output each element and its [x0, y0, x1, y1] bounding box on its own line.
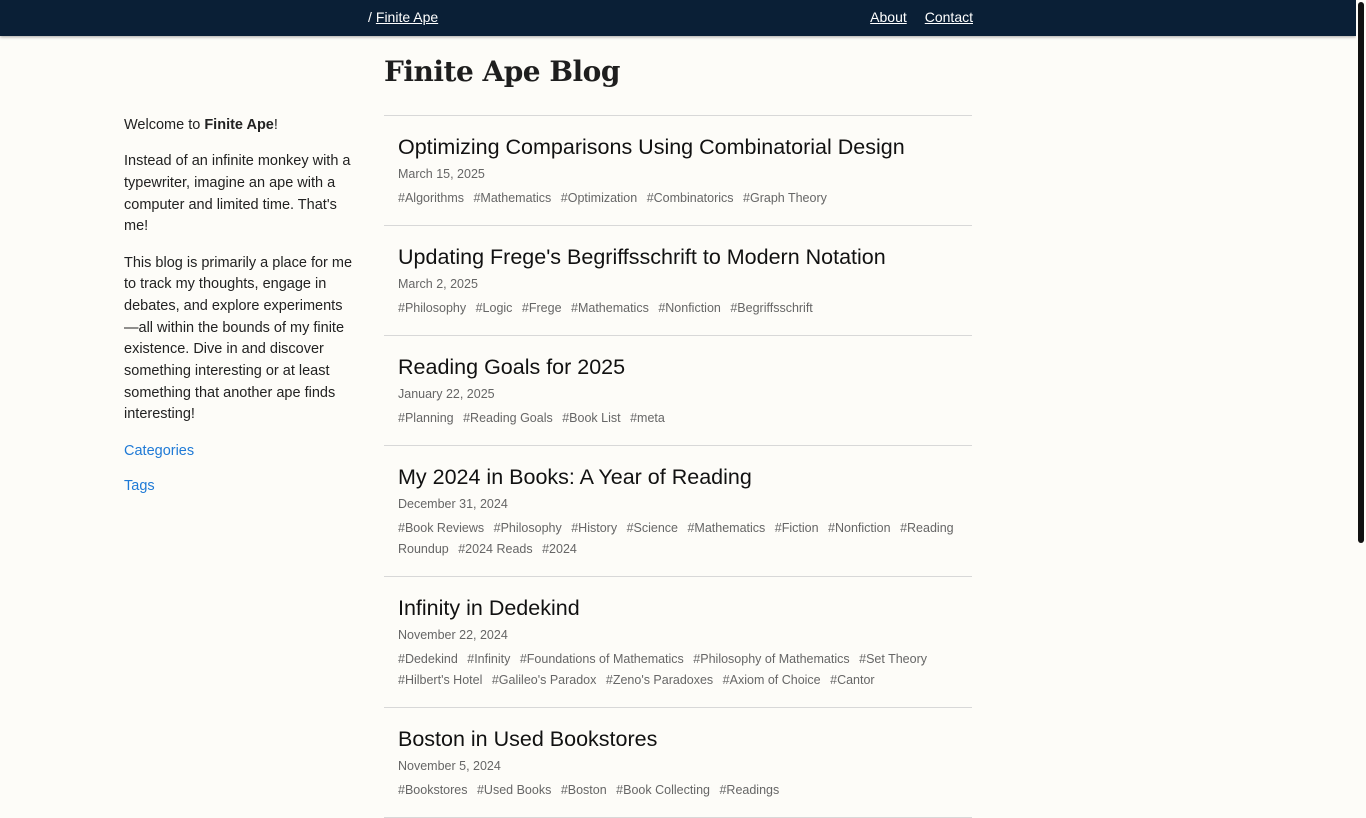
post-title-link[interactable]: Infinity in Dedekind	[398, 596, 580, 620]
post-title-link[interactable]: My 2024 in Books: A Year of Reading	[398, 465, 752, 489]
tag-link[interactable]: #Fiction	[774, 521, 819, 535]
about-link[interactable]: About	[870, 9, 907, 25]
tag-link[interactable]: #Mathematics	[687, 521, 766, 535]
tags-link[interactable]: Tags	[124, 478, 155, 495]
breadcrumb	[368, 9, 438, 25]
welcome-suffix: !	[273, 117, 278, 133]
post-tags	[398, 188, 958, 209]
tag-link[interactable]: #Book Collecting	[616, 783, 710, 797]
tag-link[interactable]: #Axiom of Choice	[722, 673, 821, 687]
breadcrumb-separator: /	[368, 9, 372, 25]
tag-link[interactable]: #Planning	[398, 411, 454, 425]
tag-link[interactable]: #Foundations of Mathematics	[519, 652, 684, 666]
categories-link[interactable]: Categories	[124, 442, 195, 459]
tag-link[interactable]: #Science	[626, 521, 678, 535]
post-item	[384, 226, 972, 336]
post-item	[384, 116, 972, 226]
about-text: This blog is primarily a place for me to track my thoughts, engage in debates, and explore experiments—all within the bounds of my finite existence. Dive in and discover something interesting or at least something that another ape finds interesting!	[124, 254, 353, 423]
post-tags	[398, 649, 958, 691]
tag-link[interactable]: #Philosophy	[493, 521, 562, 535]
tag-link[interactable]: #Optimization	[560, 191, 638, 205]
post-tags	[398, 298, 958, 319]
post-item	[384, 708, 972, 818]
post-list	[384, 115, 972, 818]
intro-text: Instead of an infinite monkey with a typewriter, imagine an ape with a computer and limited time. That's me!	[124, 153, 351, 235]
tag-link[interactable]: #Infinity	[467, 652, 511, 666]
post-item	[384, 336, 972, 446]
tag-link[interactable]: #Nonfiction	[658, 301, 721, 315]
tag-link[interactable]: #2024 Reads	[458, 542, 533, 556]
scrollbar-thumb[interactable]	[1358, 2, 1364, 543]
tag-link[interactable]: #Nonfiction	[828, 521, 891, 535]
tag-link[interactable]: #Reading Goals	[463, 411, 553, 425]
top-nav-bar	[0, 0, 1356, 36]
welcome-site-name: Finite Ape	[204, 117, 274, 133]
welcome-prefix: Welcome to	[124, 117, 205, 133]
tag-link[interactable]: #Philosophy	[398, 301, 467, 315]
tag-link[interactable]: #Logic	[475, 301, 513, 315]
tag-link[interactable]: #Bookstores	[398, 783, 468, 797]
scrollbar[interactable]	[1356, 0, 1366, 768]
post-item	[384, 577, 972, 708]
post-date: March 2, 2025	[398, 277, 478, 291]
tag-link[interactable]: #Reading Roundup	[398, 521, 954, 556]
tag-link[interactable]: #Set Theory	[859, 652, 927, 666]
tag-link[interactable]: #Mathematics	[571, 301, 649, 315]
post-date: December 31, 2024	[398, 497, 508, 511]
tag-link[interactable]: #Boston	[560, 783, 607, 797]
tag-link[interactable]: #Philosophy of Mathematics	[693, 652, 850, 666]
tag-link[interactable]: #Mathematics	[473, 191, 552, 205]
post-date: March 15, 2025	[398, 167, 485, 181]
post-date: November 5, 2024	[398, 759, 501, 773]
tag-link[interactable]: #Combinatorics	[646, 191, 734, 205]
post-tags	[398, 780, 958, 801]
post-tags	[398, 408, 958, 429]
top-nav-links	[852, 9, 973, 25]
tag-link[interactable]: #Cantor	[830, 673, 875, 687]
contact-link[interactable]: Contact	[924, 9, 973, 25]
sidebar	[124, 115, 356, 512]
tag-link[interactable]: #Zeno's Paradoxes	[605, 673, 714, 687]
main-content	[384, 52, 972, 818]
tag-link[interactable]: #meta	[630, 411, 665, 425]
tag-link[interactable]: #Algorithms	[398, 191, 464, 205]
post-date: November 22, 2024	[398, 628, 508, 642]
welcome-text	[124, 115, 356, 137]
post-date: January 22, 2025	[398, 387, 495, 401]
tag-link[interactable]: #History	[571, 521, 618, 535]
tag-link[interactable]: #Hilbert's Hotel	[398, 673, 483, 687]
tag-link[interactable]: #Graph Theory	[743, 191, 827, 205]
tag-link[interactable]: #Used Books	[476, 783, 552, 797]
tag-link[interactable]: #2024	[542, 542, 577, 556]
post-tags	[398, 518, 958, 560]
tag-link[interactable]: #Galileo's Paradox	[491, 673, 597, 687]
tag-link[interactable]: #Dedekind	[398, 652, 458, 666]
tag-link[interactable]: #Frege	[521, 301, 562, 315]
tag-link[interactable]: #Book List	[562, 411, 621, 425]
post-item	[384, 446, 972, 577]
tag-link[interactable]: #Readings	[719, 783, 780, 797]
site-home-link[interactable]: Finite Ape	[375, 9, 439, 25]
page-title: Finite Ape Blog	[384, 55, 620, 88]
post-title-link[interactable]: Boston in Used Bookstores	[398, 727, 658, 751]
post-title-link[interactable]: Reading Goals for 2025	[398, 355, 626, 379]
post-title-link[interactable]: Updating Frege's Begriffsschrift to Modern Notation	[398, 245, 886, 269]
tag-link[interactable]: #Book Reviews	[398, 521, 485, 535]
post-title-link[interactable]: Optimizing Comparisons Using Combinatorial Design	[398, 135, 905, 159]
tag-link[interactable]: #Begriffsschrift	[730, 301, 813, 315]
